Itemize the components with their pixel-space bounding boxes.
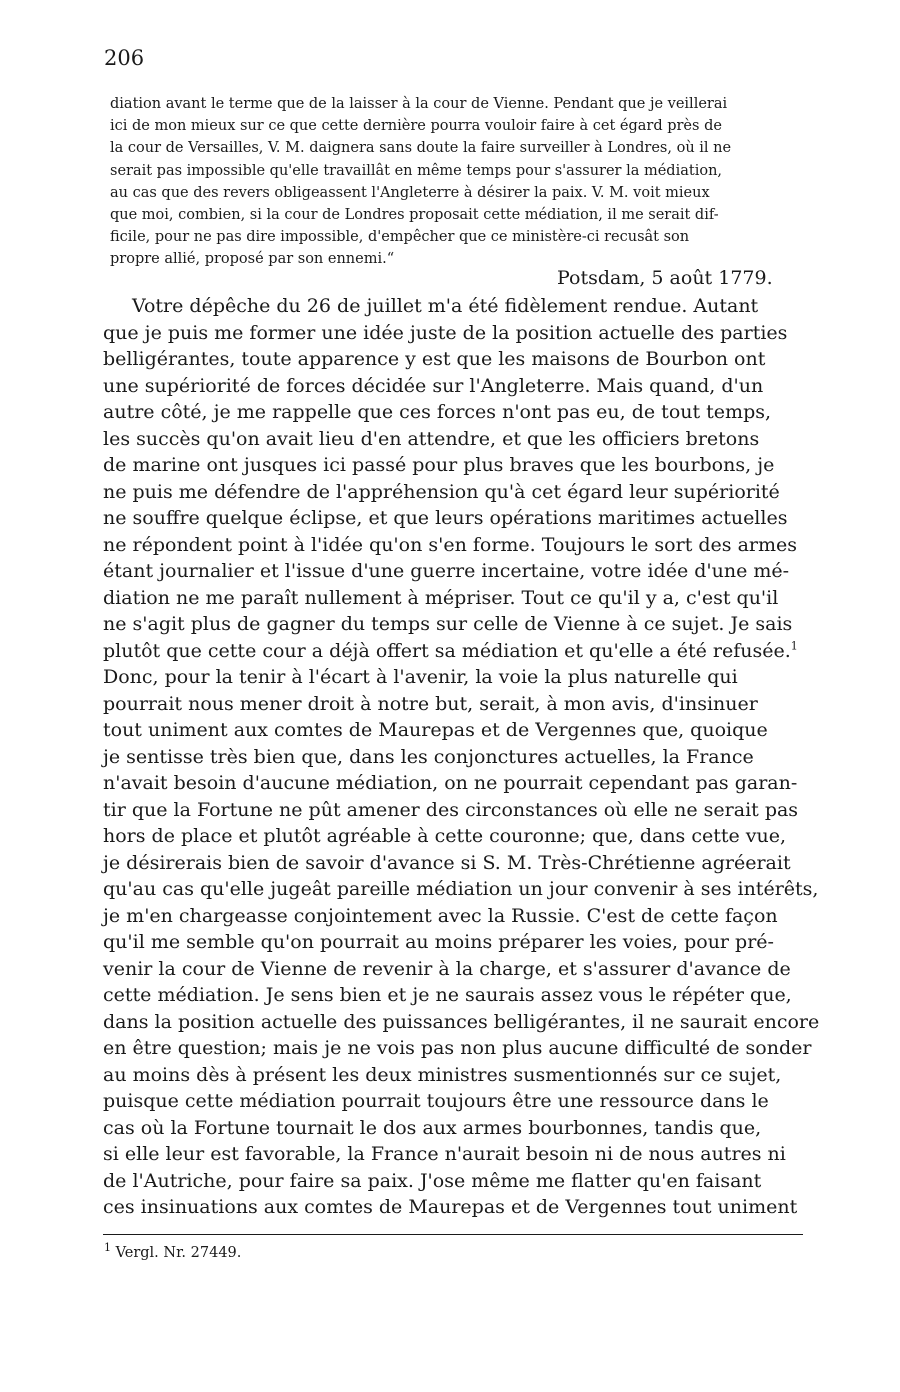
body-line: qu'au cas qu'elle jugeât pareille médiation un jour convenir à ses intérêts, [103,878,819,900]
quote-line: la cour de Versailles, V. M. daignera sans doute la faire surveiller à Londres, où il ne [110,140,732,157]
body-line: belligérantes, toute apparence y est que les maisons de Bourbon ont [103,348,766,370]
body-line: de marine ont jusques ici passé pour plus braves que les bourbons, je [103,454,775,476]
footnote-text: Vergl. Nr. 27449. [115,1245,242,1261]
body-line: ne souffre quelque éclipse, et que leurs opérations maritimes actuelles [103,507,788,529]
body-line: venir la cour de Vienne de revenir à la charge, et s'assurer d'avance de [103,957,791,980]
body-line: en être question; mais je ne vois pas non plus aucune difficulté de sonder [103,1037,812,1059]
body-line: Votre dépêche du 26 de juillet m'a été fidèlement rendue. Autant [132,295,759,317]
body-line: de l'Autriche, pour faire sa paix. J'ose même me flatter qu'en faisant [103,1169,762,1192]
body-line: je sentisse très bien que, dans les conjonctures actuelles, la France [103,745,754,768]
footnote-marker: 1 [104,1241,111,1255]
quote-line: serait pas impossible qu'elle travaillât en même temps pour s'assurer la médiation, [110,162,723,179]
body-line: ces insinuations aux comtes de Maurepas et de Vergennes tout uniment [103,1196,798,1218]
body-line: si elle leur est favorable, la France n'aurait besoin ni de nous autres ni [103,1143,786,1165]
body-line: diation ne me paraît nullement à mépriser. Tout ce qu'il y a, c'est qu'il [103,586,779,609]
body-line: ne s'agit plus de gagner du temps sur celle de Vienne à ce sujet. Je sais [103,613,793,635]
footnote-reference: 1 [790,639,798,653]
body-line: tout uniment aux comtes de Maurepas et de Vergennes que, quoique [103,719,768,741]
body-line: dans la position actuelle des puissances belligérantes, il ne saurait encore [103,1010,820,1033]
body-line: pourrait nous mener droit à notre but, serait, à mon avis, d'insinuer [103,692,758,715]
body-line: cas où la Fortune tournait le dos aux armes bourbonnes, tandis que, [103,1116,762,1139]
body-line: Donc, pour la tenir à l'écart à l'avenir, la voie la plus naturelle qui [103,666,738,688]
body-line: cette médiation. Je sens bien et je ne saurais assez vous le répéter que, [103,984,792,1006]
body-line-with-footnote [103,638,809,665]
quote-line: ficile, pour ne pas dire impossible, d'empêcher que ce ministère-ci recusât son [110,229,690,246]
body-line: au moins dès à présent les deux ministres susmentionnés sur ce sujet, [103,1063,782,1086]
footnote-divider [103,1234,803,1235]
page-number: 206 [104,46,145,70]
quote-line: propre allié, proposé par son ennemi.“ [110,251,395,268]
body-line: ne répondent point à l'idée qu'on s'en forme. Toujours le sort des armes [103,533,797,556]
body-line: ne puis me défendre de l'appréhension qu'à cet égard leur supériorité [103,480,780,503]
body-line: je désirerais bien de savoir d'avance si S. M. Très-Chrétienne agréerait [103,851,791,874]
body-line: les succès qu'on avait lieu d'en attendre, et que les officiers bretons [103,427,760,450]
body-line: je m'en chargeasse conjointement avec la Russie. C'est de cette façon [103,904,778,927]
body-line: n'avait besoin d'aucune médiation, on ne pourrait cependant pas garan- [103,772,798,794]
quote-line: diation avant le terme que de la laisser à la cour de Vienne. Pendant que je veillerai [110,96,728,112]
body-line: que je puis me former une idée juste de la position actuelle des parties [103,321,788,344]
body-line: tir que la Fortune ne pût amener des circonstances où elle ne serait pas [103,798,799,821]
body-line: une supériorité de forces décidée sur l'Angleterre. Mais quand, d'un [103,374,764,397]
quote-line: ici de mon mieux sur ce que cette dernière pourra vouloir faire à cet égard près de [110,118,722,135]
letter-body [103,293,820,1221]
body-line: hors de place et plutôt agréable à cette couronne; que, dans cette vue, [103,825,787,847]
quote-line: que moi, combien, si la cour de Londres proposait cette médiation, il me serait dif- [110,207,719,224]
body-line: étant journalier et l'issue d'une guerre incertaine, votre idée d'une mé- [103,560,790,582]
body-line: puisque cette médiation pourrait toujours être une ressource dans le [103,1090,769,1112]
dateline: Potsdam, 5 août 1779. [557,267,773,289]
footnote [104,1241,242,1261]
quote-line: au cas que des revers obligeassent l'Angleterre à désirer la paix. V. M. voit mieux [110,184,710,201]
body-line: autre côté, je me rappelle que ces forces n'ont pas eu, de tout temps, [103,401,772,423]
body-line-text: plutôt que cette cour a déjà offert sa médiation et qu'elle a été refusée. [103,639,791,662]
body-line: qu'il me semble qu'on pourrait au moins préparer les voies, pour pré- [103,931,774,953]
quote-block [110,93,808,271]
